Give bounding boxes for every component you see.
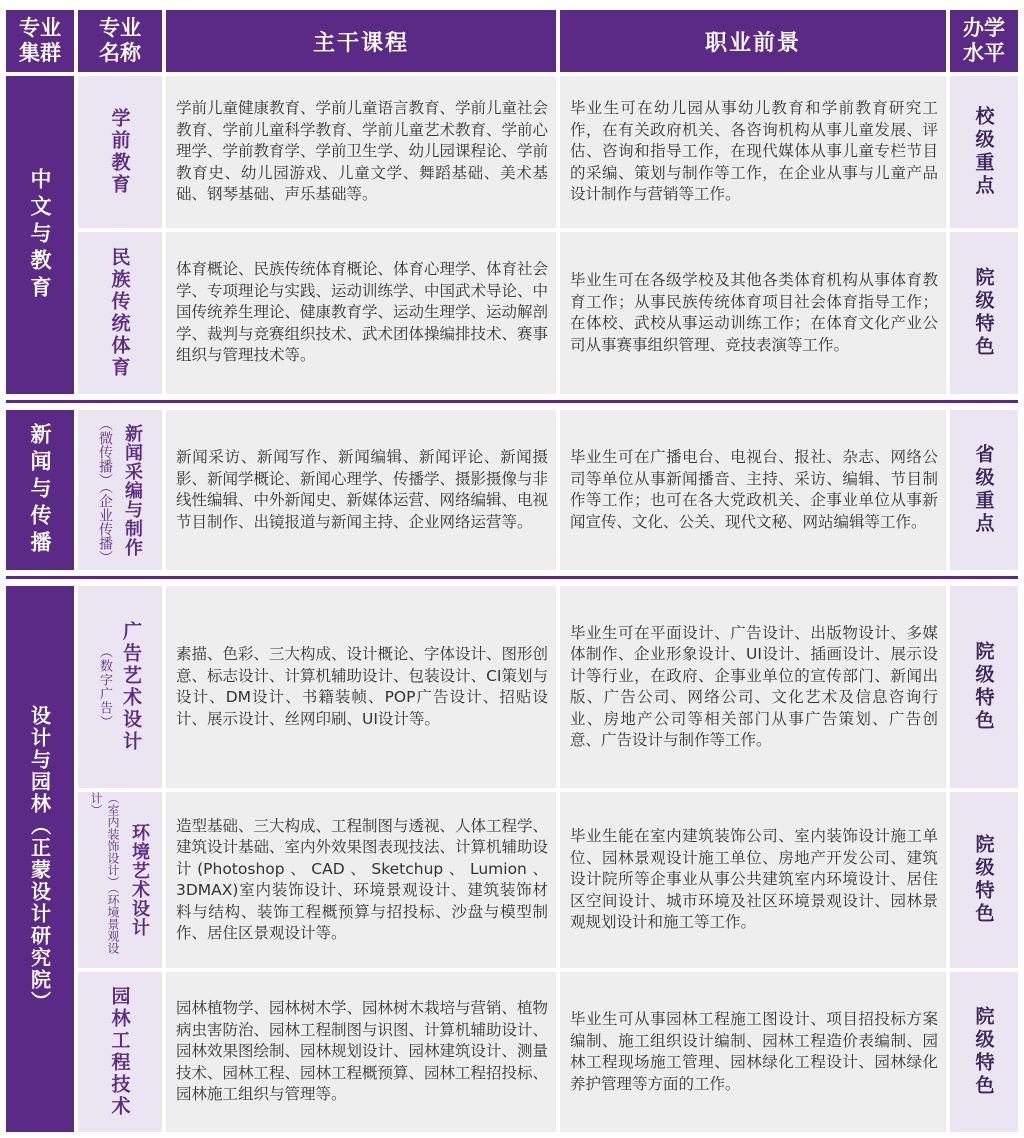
- major-landscape-engineering: 园林工程技术: [78, 972, 162, 1132]
- level-traditional-sports: 院级特色: [950, 232, 1018, 394]
- courses-preschool-education: 学前儿童健康教育、学前儿童语言教育、学前儿童社会教育、学前儿童科学教育、学前儿童艺术教育、学前心理学、学前教育学、学前卫生学、幼儿园课程论、学前教育史、幼儿园游戏、儿童文学、舞蹈基础、美术基础、钢琴基础、声乐基础等。: [166, 76, 556, 228]
- major-traditional-sports: 民族传统体育: [78, 232, 162, 394]
- cluster-news-communication: 新闻与传播: [6, 410, 74, 570]
- courses-advertising-design: 素描、色彩、三大构成、设计概论、字体设计、图形创意、标志设计、计算机辅助设计、包装设计、CI策划与设计、DM设计、书籍装帧、POP广告设计、招贴设计、展示设计、丝网印刷、UI设计等。: [166, 586, 556, 788]
- header-level: 办学水平: [950, 10, 1018, 72]
- header-cluster: 专业集群: [6, 10, 74, 72]
- header-career: 职业前景: [560, 10, 946, 72]
- career-advertising-design: 毕业生可在平面设计、广告设计、出版物设计、多媒体制作、企业形象设计、UI设计、插画设计、展示设计等行业，在政府、企事业单位的宣传部门、新闻出版、广告公司、网络公司、文化艺术及信息咨询行业、房地产公司等相关部门从事广告策划、广告创意、广告设计与制作等工作。: [560, 586, 946, 788]
- level-landscape-engineering: 院级特色: [950, 972, 1018, 1132]
- career-preschool-education: 毕业生可在幼儿园从事幼儿教育和学前教育研究工作，在有关政府机关、各咨询机构从事儿童发展、评估、咨询和指导工作，在现代媒体从事儿童专栏节目的采编、策划与制作等工作，在企业从事与儿童产品设计制作与营销等工作。: [560, 76, 946, 228]
- courses-traditional-sports: 体育概论、民族传统体育概论、体育心理学、体育社会学、专项理论与实践、运动训练学、中国武术导论、中国传统养生理论、健康教育学、运动生理学、运动解剖学、裁判与竞赛组织技术、武术团体操编排技术、赛事组织与管理技术等。: [166, 232, 556, 394]
- level-preschool-education: 校级重点: [950, 76, 1018, 228]
- level-advertising-design: 院级特色: [950, 586, 1018, 788]
- courses-news-editing: 新闻采访、新闻写作、新闻编辑、新闻评论、新闻摄影、新闻学概论、新闻心理学、传播学、摄影摄像与非线性编辑、中外新闻史、新媒体运营、网络编辑、电视节目制作、出镜报道与新闻主持、企业网络运营等。: [166, 410, 556, 570]
- cluster-design-landscape: 设计与园林（正蒙设计研究院）: [6, 586, 74, 1132]
- courses-environmental-art-design: 造型基础、三大构成、工程制图与透视、人体工程学、建筑设计基础、室内外效果图表现技法、计算机辅助设计(Photoshop、CAD、Sketchup、Lumion、3DMAX)室内装饰设计、环境景观设计、建筑装饰材料与结构、装饰工程概预算与招投标、沙盘与模型制作、居住区景观设计等。: [166, 792, 556, 968]
- career-traditional-sports: 毕业生可在各级学校及其他各类体育机构从事体育教育工作；从事民族传统体育项目社会体育指导工作；在体校、武校从事运动训练工作；在体育文化产业公司从事赛事组织管理、竞技表演等工作。: [560, 232, 946, 394]
- level-environmental-art-design: 院级特色: [950, 792, 1018, 968]
- level-news-editing: 省级重点: [950, 410, 1018, 570]
- cluster-chinese-education: 中文与教育: [6, 76, 74, 394]
- major-environmental-art-design: 环境艺术设计 （室内装饰设计）（环境景观设计）: [78, 792, 162, 968]
- courses-landscape-engineering: 园林植物学、园林树木学、园林树木栽培与营销、植物病虫害防治、园林工程制图与识图、计算机辅助设计、园林效果图绘制、园林规划设计、园林建筑设计、测量技术、园林工程、园林工程概预算、园林工程招投标、园林施工组织与管理等。: [166, 972, 556, 1132]
- career-news-editing: 毕业生可在广播电台、电视台、报社、杂志、网络公司等单位从事新闻播音、主持、采访、编辑、节目制作等工作；也可在各大党政机关、企事业单位从事新闻宣传、文化、公关、现代文秘、网站编辑等工作。: [560, 410, 946, 570]
- section-divider: [6, 400, 1018, 403]
- header-courses: 主干课程: [166, 10, 556, 72]
- major-news-editing: 新闻采编与制作 （微传播）（企业传播）: [78, 410, 162, 570]
- section-divider: [6, 576, 1018, 579]
- major-advertising-design: 广告艺术设计 （数字广告）: [78, 586, 162, 788]
- header-major: 专业名称: [78, 10, 162, 72]
- career-landscape-engineering: 毕业生可从事园林工程施工图设计、项目招投标方案编制、施工组织设计编制、园林工程造价表编制、园林工程现场施工管理、园林绿化工程设计、园林绿化养护管理等方面的工作。: [560, 972, 946, 1132]
- major-preschool-education: 学前教育: [78, 76, 162, 228]
- career-environmental-art-design: 毕业生能在室内建筑装饰公司、室内装饰设计施工单位、园林景观设计施工单位、房地产开发公司、建筑设计院所等企事业从事公共建筑室内环境设计、居住区空间设计、城市环境及社区环境景观设计、园林景观规划设计和施工等工作。: [560, 792, 946, 968]
